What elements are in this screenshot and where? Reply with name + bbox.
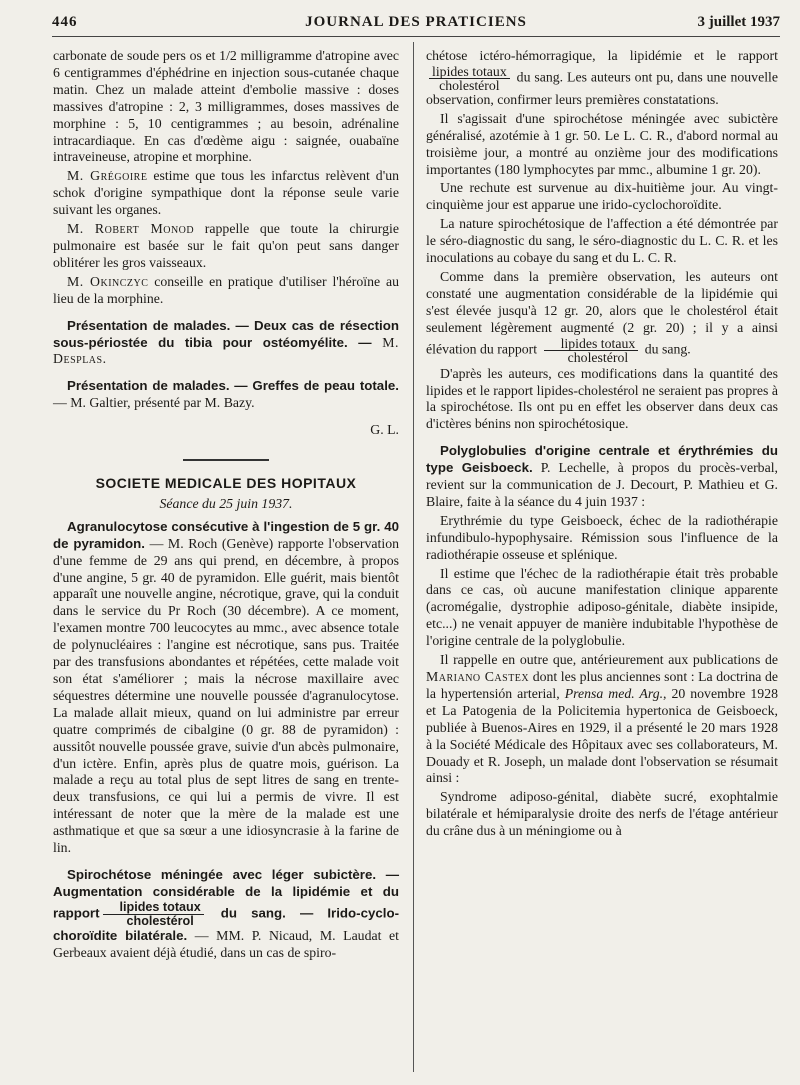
- paragraph: [53, 867, 399, 962]
- paragraph: [53, 318, 399, 369]
- paragraph: carbonate de soude pers os et 1/2 milligramme d'atropine avec 6 centigrammes d'éphédrine en injection sous-cutanée chaque matin. Chez un malade atteint d'embolie massive : doses massives d'atropine : 2, 3 milligrammes, doses massives de morphine : 5, 10 centigrammes ; au besoin, adrénaline intracardiaque. En cas d'œdème aigu : saignée, ouabaïne intraveineuse, atropine et morphine.: [53, 48, 399, 165]
- fraction-numerator: lipides totaux: [544, 337, 639, 351]
- article-heading: du sang. — Irido-cyclo-choroïdite bilatérale.: [53, 905, 399, 943]
- author-name: M. Robert Monod: [67, 221, 195, 237]
- fraction: [544, 337, 639, 364]
- paragraph-text: P. Lechelle, à propos du procès-verbal, revient sur la communication de J. Decourt, P. Mathieu et G. Blaire, faite à la séance du 4 juin 1937 :: [426, 460, 778, 509]
- article-heading: Agranulocytose consécutive à l'ingestion de 5 gr. 40 de pyramidon.: [53, 518, 399, 551]
- paragraph-text: estime que tous les infarctus relèvent d'un schok d'origine sympathique dont la réponse seule varie suivant les organes.: [53, 168, 399, 218]
- paragraph: Syndrome adiposo-génital, diabète sucré, exophtalmie bilatérale et hémiparalysie droite des nerfs de l'étage antérieur du crâne dus à un méningiome ou à: [426, 789, 778, 839]
- paragraph-text: rappelle que toute la chirurgie pulmonaire est basée sur le fait qu'on peut sans danger oblitérer les gros vaisseaux.: [53, 221, 399, 270]
- paragraph: [426, 269, 778, 364]
- section-separator: [183, 459, 269, 461]
- column-divider: [413, 42, 414, 1072]
- paragraph-text: Comme dans la première observation, les auteurs ont constaté une augmentation considérable de la lipidémie qui s'est élevée jusqu'à 12 gr. 20, alors que le cholestérol était seulement légèrement augmenté (2 gr. 20) ; il y a ainsi élévation du rapport: [426, 268, 778, 357]
- fraction-numerator: lipides totaux: [429, 65, 510, 79]
- paragraph-text: du sang.: [641, 341, 691, 357]
- fraction: [103, 901, 204, 928]
- article-heading: Présentation de malades. — Deux cas de résection sous-périostée du tibia pour ostéomyélite. —: [53, 317, 399, 350]
- author-name: M. Okinczyc: [67, 273, 149, 289]
- fraction-denominator: cholestérol: [567, 349, 629, 365]
- article-heading: Polyglobulies d'origine centrale et érythrémies du type Geisboeck.: [426, 443, 778, 476]
- fraction-denominator: cholestérol: [126, 913, 194, 928]
- paragraph-text: Il rappelle en outre que, antérieurement aux publications de: [440, 652, 778, 668]
- right-column: [426, 48, 778, 840]
- paragraph-text: — MM. P. Nicaud, M. Laudat et Gerbeaux avaient déjà étudié, dans un cas de spiro-: [53, 927, 399, 960]
- paragraph: D'après les auteurs, ces modifications dans la quantité des lipides et le rapport lipides-cholestérol ne seraient pas propres à la spirochétose. Ils ont pu en effet les observer dans deux cas d'ictères bénins non spirochétosique.: [426, 365, 778, 432]
- paragraph: [426, 443, 778, 511]
- paragraph: [53, 519, 399, 857]
- paragraph: [426, 652, 778, 787]
- page-number: 446: [52, 14, 78, 30]
- section-title: SOCIETE MEDICALE DES HOPITAUX: [95, 475, 357, 492]
- paragraph-text: dont les plus anciennes sont : La doctrina de la hypertensión arterial,: [426, 669, 778, 701]
- paragraph: [426, 48, 778, 109]
- paragraph: Il s'agissait d'une spirochétose méningée avec subictère généralisé, azotémie à 1 gr. 50. Le L. C. R., d'abord normal au troisième jour, a montré au onzième jour des modifications importantes (180 lymphocytes par mmc., albumine 1 gr. 20).: [426, 110, 778, 177]
- session-date: Séance du 25 juin 1937.: [159, 495, 293, 511]
- paragraph-text: , 20 novembre 1928 et La Patogenia de la Policitemia hypertonica de Geisboeck, publiée à Buenos-Aires en 1929, il a présenté le 20 mars 1928 à la Société Médicale des Hôpitaux avec ses collaborateurs, M. Douady et R. Joseph, un malade dont l'observation se résumait ainsi :: [426, 685, 778, 786]
- paragraph: [53, 378, 399, 412]
- signature: G. L.: [370, 422, 399, 438]
- paragraph: Une rechute est survenue au dix-huitième jour. Au vingt-cinquième jour est apparue une irido-cyclochoroïdite.: [426, 180, 778, 213]
- paragraph-text: — M. Roch (Genève) rapporte l'observation d'une femme de 29 ans qui prend, en décembre, à propos d'une angine, 5 gr. 40 de pyramidon. Elle guérit, mais bientôt apparaît une nouvelle angine, nécrotique, grave, qui la conduit dans le service du Pr Roch (30 décembre). A ce moment, l'examen montre 700 leucocytes au mmc., avec absence totale de polynucléaires : l'angine est nécrotique, sans pus. Traitée par des transfusions abondantes et répétées, cette malade voit son état s'améliorer ; mais la nécrose maxillaire avec séquestres détermine une nouvelle poussée d'agranulocytose. La malade allait mieux, quand on lui administre par erreur quatre comprimés de cibalgine (0 gr. 88 de pyramidon) : aussitôt nouvelle poussée grave, suivie d'un abcès pulmonaire, d'un ictère. Enfin, après plus de quatre mois, guérison. La malade a reçu au total plus de sept litres de sang en trente-deux transfusions, ce qui lui a permis de vivre. Il est intéressant de noter que la mère de la malade est une asthmatique et que sa sœur a une idiosyncrasie à la farine de lin.: [53, 535, 399, 856]
- fraction-numerator: lipides totaux: [103, 901, 204, 915]
- paragraph-text: conseille en pratique d'utiliser l'héroïne au lieu de la morphine.: [53, 273, 399, 306]
- article-heading: Présentation de malades. — Greffes de peau totale.: [67, 378, 399, 394]
- paragraph: Il estime que l'échec de la radiothérapie était très probable dans ce cas, où aucune manifestation clinique apparente (acromégalie, dystrophie adiposo-génitale, diabète insipide, etc...) ne venait appuyer de manière indubitable l'hypothèse de l'origine centrale de la polyglobulie.: [426, 565, 778, 649]
- paragraph: [53, 274, 399, 308]
- journal-title: JOURNAL DES PRATICIENS: [305, 14, 527, 30]
- paragraph: Erythrémie du type Geisboeck, échec de la radiothérapie infundibulo-hypophysaire. Rémission sous l'influence de la radiothérapie osseuse et splénique.: [426, 512, 778, 562]
- paragraph-text: — M. Galtier, présenté par M. Bazy.: [53, 395, 255, 411]
- author-name: M. Grégoire: [67, 168, 148, 184]
- fraction: [429, 65, 510, 92]
- running-header: [52, 10, 780, 37]
- fraction-denominator: cholestérol: [439, 77, 500, 93]
- left-column: [53, 48, 399, 962]
- author-name: Mariano Castex: [426, 669, 530, 684]
- paragraph: [53, 168, 399, 219]
- author-name: M. Desplas.: [53, 334, 399, 367]
- paragraph: La nature spirochétosique de l'affection a été démontrée par le séro-diagnostic du sang, le séro-diagnostic du L. C. R. et les inoculations au cobaye du sang et du L. C. R.: [426, 216, 778, 266]
- citation-title: Prensa med. Arg.: [564, 685, 664, 701]
- paragraph-text: du sang. Les auteurs ont pu, dans une nouvelle observation, confirmer leurs premières constatations.: [426, 69, 778, 107]
- article-heading: Spirochétose méningée avec léger subictère. — Augmentation considérable de la lipidémie et du rapport: [53, 866, 399, 921]
- paragraph: [53, 221, 399, 272]
- issue-date: 3 juillet 1937: [697, 14, 780, 30]
- paragraph-text: chétose ictéro-hémorragique, la lipidémie et le rapport: [426, 48, 778, 63]
